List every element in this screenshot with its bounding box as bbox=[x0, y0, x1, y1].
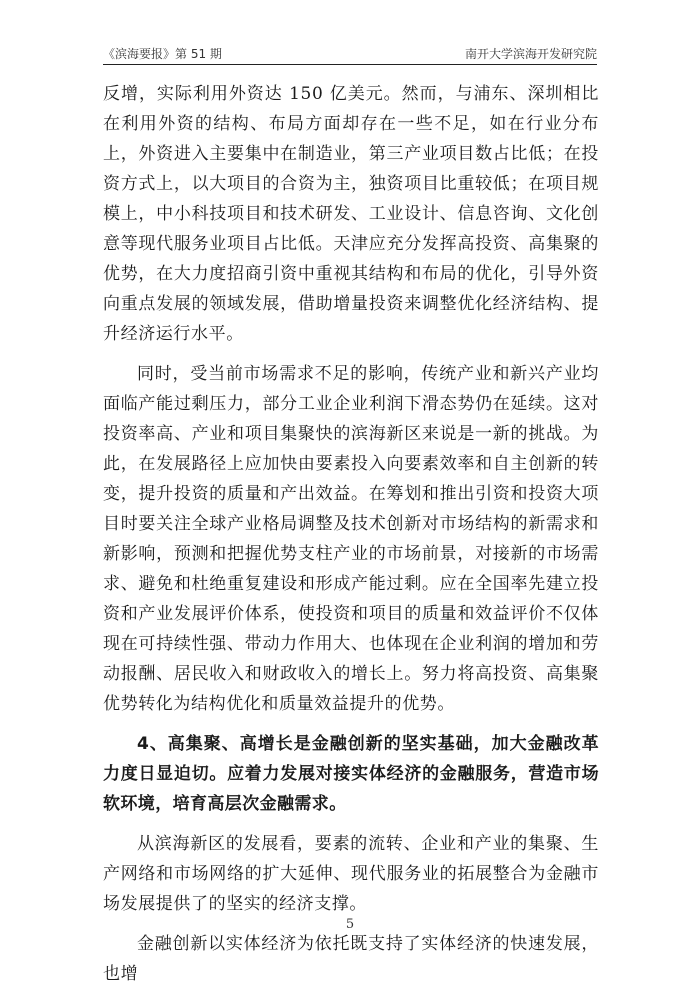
section-heading-4: 4、高集聚、高增长是金融创新的坚实基础，加大金融改革力度日显迫切。应着力发展对接实体经济的金融服务，营造市场软环境，培育高层次金融需求。 bbox=[103, 734, 599, 814]
paragraph-1: 反增，实际利用外资达 150 亿美元。然而，与浦东、深圳相比在利用外资的结构、布局方面却存在一些不足，如在行业分布上，外资进入主要集中在制造业，第三产业项目数占比低；在投资方式上，以大项目的合资为主，独资项目比重较低；在项目规模上，中小科技项目和技术研发、工业设计、信息咨询、文化创意等现代服务业项目占比低。天津应充分发挥高投资、高集聚的优势，在大力度招商引资中重视其结构和布局的优化，引导外资向重点发展的领域发展，借助增量投资来调整优化经济结构、提升经济运行水平。 bbox=[103, 84, 599, 344]
paragraph-3: 从滨海新区的发展看，要素的流转、企业和产业的集聚、生产网络和市场网络的扩大延伸、现代服务业的拓展整合为金融市场发展提供了的坚实的经济支撑。 bbox=[103, 834, 599, 914]
body-text bbox=[103, 79, 599, 996]
page-number: 5 bbox=[345, 917, 355, 932]
header-publication: 《滨海要报》第 51 期 bbox=[103, 47, 222, 61]
running-header bbox=[103, 42, 597, 62]
paragraph-2: 同时，受当前市场需求不足的影响，传统产业和新兴产业均面临产能过剩压力，部分工业企业利润下滑态势仍在延续。这对投资率高、产业和项目集聚快的滨海新区来说是一新的挑战。为此，在发展路径上应加快由要素投入向要素效率和自主创新的转变，提升投资的质量和产出效益。在筹划和推出引资和投资大项目时要关注全球产业格局调整及技术创新对市场结构的新需求和新影响，预测和把握优势支柱产业的市场前景，对接新的市场需求、避免和杜绝重复建设和形成产能过剩。应在全国率先建立投资和产业发展评价体系，使投资和项目的质量和效益评价不仅体现在可持续性强、带动力作用大、也体现在企业利润的增加和劳动报酬、居民收入和财政收入的增长上。努力将高投资、高集聚优势转化为结构优化和质量效益提升的优势。 bbox=[103, 364, 599, 714]
paragraph-4: 金融创新以实体经济为依托既支持了实体经济的快速发展，也增 bbox=[103, 934, 599, 984]
header-institution: 南开大学滨海开发研究院 bbox=[464, 47, 597, 61]
header-divider bbox=[103, 64, 597, 65]
